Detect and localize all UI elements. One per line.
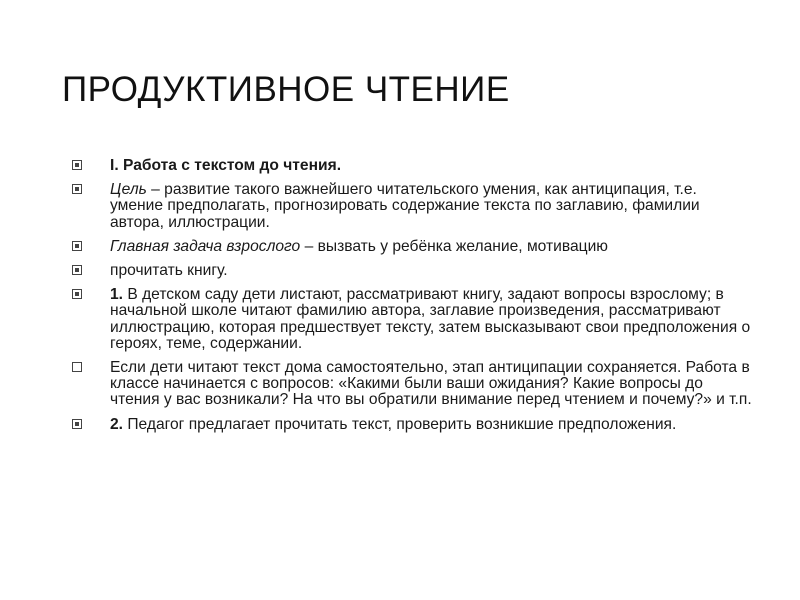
item-text: В детском саду дети листают, рассматривают книгу, задают вопросы взрослому; в начальной школе читают фамилию автора, заглавие произведения, рассматривают иллюстрацию, которая предшествует тексту, затем высказывают свои предположения о героях, теме, содержании.: [110, 286, 751, 352]
list-item: [72, 263, 752, 279]
bullet-list: [72, 158, 752, 441]
square-bullet-icon: [72, 289, 82, 299]
list-item: [72, 360, 752, 409]
square-bullet-icon: [72, 160, 82, 170]
square-bullet-icon: [72, 265, 82, 275]
square-bullet-icon: [72, 419, 82, 429]
item-text: – вызвать у ребёнка желание, мотивацию: [300, 237, 608, 255]
list-item: [72, 287, 752, 352]
square-bullet-icon: [72, 362, 82, 372]
item-lead: Главная задача взрослого: [110, 237, 301, 255]
item-text: Педагог предлагает прочитать текст, проверить возникшие предположения.: [123, 415, 677, 433]
item-text: – развитие такого важнейшего читательского умения, как антиципация, т.е. умение предполагать, прогнозировать содержание текста по заглавию, фамилии автора, иллюстрации.: [110, 181, 700, 231]
square-bullet-icon: [72, 184, 82, 194]
list-item: [72, 239, 752, 255]
item-text: прочитать книгу.: [110, 262, 228, 280]
item-lead: I. Работа с текстом до чтения.: [110, 157, 342, 174]
item-number: 1.: [110, 286, 124, 304]
item-number: 2.: [110, 415, 124, 433]
list-item: [72, 417, 752, 433]
square-bullet-icon: [72, 241, 82, 251]
item-lead: Цель: [110, 181, 147, 199]
slide-title: ПРОДУКТИВНОЕ ЧТЕНИЕ: [62, 70, 510, 109]
item-text: Если дети читают текст дома самостоятельно, этап антиципации сохраняется. Работа в классе начинается с вопросов: «Какими были ваши ожидания? Какие вопросы до чтения у вас возникали? На что вы обратили внимание перед чтением и почему?» и т.п.: [110, 359, 752, 409]
list-item: [72, 182, 752, 231]
list-item: [72, 158, 752, 174]
